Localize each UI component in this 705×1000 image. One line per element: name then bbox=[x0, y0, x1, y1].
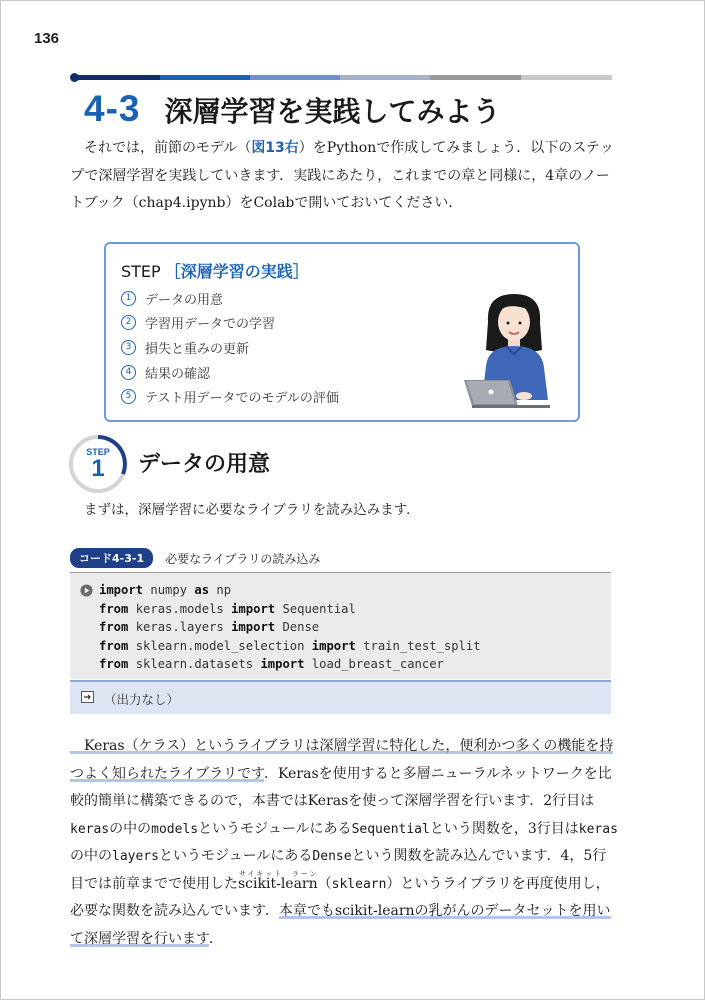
step-list-item bbox=[121, 384, 339, 409]
code-keyword: from bbox=[99, 601, 129, 616]
run-cell-icon bbox=[80, 584, 93, 597]
body-text-5: という関数を，3行目は bbox=[429, 820, 579, 837]
inline-code: sklearn bbox=[331, 876, 387, 892]
step-list-item bbox=[121, 286, 339, 311]
output-cell bbox=[70, 680, 611, 714]
body-text-8: という関数を読み込んでいます．4，5行目では前章までで使用した bbox=[70, 848, 607, 892]
code-text: Sequential bbox=[275, 601, 356, 616]
inline-code: keras bbox=[70, 821, 110, 837]
rule-segment-6 bbox=[521, 75, 612, 80]
code-keyword: import bbox=[311, 638, 356, 653]
step-box-title bbox=[121, 259, 309, 282]
step-number-badge: 2 bbox=[121, 315, 136, 330]
section-number: 4-3 bbox=[84, 88, 141, 129]
step-number-badge: 1 bbox=[121, 291, 136, 306]
code-label: コード4-3-1 bbox=[70, 548, 153, 568]
rule-segment-5 bbox=[430, 75, 521, 80]
code-keyword: from bbox=[99, 638, 129, 653]
step-list-label: データの用意 bbox=[145, 292, 224, 308]
step-list bbox=[121, 286, 339, 409]
output-text: （出力なし） bbox=[104, 692, 180, 707]
code-text: Dense bbox=[275, 620, 320, 634]
code-text: train_test_split bbox=[355, 638, 481, 653]
highlighted-sentence: 本章でもscikit-learnの乳がんのデータセットを用いて深層学習を行います bbox=[70, 903, 611, 947]
code-line bbox=[99, 655, 481, 674]
ruby-reading: サイキット ラーン bbox=[238, 869, 318, 878]
section-title: 深層学習を実践してみよう bbox=[164, 95, 501, 128]
code-text: load_breast_cancer bbox=[304, 657, 444, 671]
rule-dot bbox=[70, 73, 79, 82]
body-text-4: というモジュールにある bbox=[198, 820, 352, 837]
body-text-6: の中の bbox=[70, 848, 112, 864]
code-keyword: import bbox=[260, 657, 305, 671]
step-list-item bbox=[121, 311, 339, 336]
section-heading bbox=[84, 88, 501, 132]
body-text-3: の中の bbox=[109, 820, 152, 837]
highlighted-sentence: Keras（ケラス）というライブラリは深層学習に特化した，便利かつ多くの機能を持つよく知られたライブラリです bbox=[70, 738, 614, 782]
code-caption bbox=[70, 549, 320, 567]
code-keyword: as bbox=[194, 583, 210, 597]
person-with-laptop-icon bbox=[458, 288, 570, 412]
step-list-item bbox=[121, 360, 339, 385]
step1-description: まずは，深層学習に必要なライブラリを読み込みます． bbox=[84, 502, 420, 518]
code-keyword: from bbox=[99, 620, 129, 634]
rule-segment-2 bbox=[160, 75, 250, 80]
step-list-label: 学習用データでの学習 bbox=[145, 317, 276, 333]
body-text-9: （ bbox=[317, 875, 332, 892]
step-number-badge: 3 bbox=[121, 340, 136, 355]
code-keyword: import bbox=[231, 601, 276, 616]
code-text: keras.layers bbox=[128, 620, 232, 634]
code-keyword: import bbox=[99, 583, 144, 597]
step-list-label: 損失と重みの更新 bbox=[145, 341, 250, 357]
page-number: 136 bbox=[34, 30, 60, 47]
ruby-base: scikit-learn bbox=[238, 875, 318, 892]
step1-label: STEP bbox=[86, 447, 110, 457]
inline-code: models bbox=[151, 821, 199, 837]
rule-segment-4 bbox=[340, 75, 430, 80]
step-number-badge: 4 bbox=[121, 365, 136, 380]
inline-code: Dense bbox=[312, 849, 352, 864]
step-box-subtitle: ［深層学習の実践］ bbox=[164, 262, 309, 281]
inline-code: layers bbox=[112, 849, 159, 864]
body-text-2: ．Kerasを使用すると多層ニューラルネットワークを比較的簡単に構築できるので，本書ではKerasを使って深層学習を行います．2行目は bbox=[70, 765, 612, 809]
code-text: sklearn.datasets bbox=[128, 657, 261, 671]
code-line bbox=[99, 600, 481, 619]
step-list-item bbox=[121, 335, 339, 360]
step-list-label: 結果の確認 bbox=[145, 366, 211, 382]
body-text-7: というモジュールにある bbox=[158, 848, 313, 864]
step1-badge bbox=[68, 434, 128, 494]
code-line bbox=[99, 581, 481, 600]
code-text: np bbox=[209, 583, 232, 597]
code-keyword: import bbox=[231, 620, 276, 634]
step1-title: データの用意 bbox=[138, 452, 271, 477]
intro-text-1: それでは，前節のモデル（ bbox=[84, 140, 252, 156]
code-text: numpy bbox=[143, 583, 195, 597]
rule-segment-3 bbox=[250, 75, 340, 80]
code-cell bbox=[70, 572, 611, 679]
rule-segment-1 bbox=[74, 75, 160, 80]
step-list-label: テスト用データでのモデルの評価 bbox=[145, 391, 339, 407]
ruby-term bbox=[238, 869, 318, 892]
inline-code: keras bbox=[578, 821, 618, 837]
code-lines bbox=[99, 581, 481, 674]
code-keyword: from bbox=[99, 657, 129, 671]
code-line bbox=[99, 618, 481, 637]
code-caption-text: 必要なライブラリの読み込み bbox=[165, 551, 321, 566]
code-text: keras.models bbox=[128, 601, 232, 616]
inline-code: Sequential bbox=[351, 821, 430, 837]
section-top-rule bbox=[70, 74, 612, 81]
step-number-badge: 5 bbox=[121, 389, 136, 404]
step1-number: 1 bbox=[91, 455, 105, 482]
code-line bbox=[99, 637, 481, 656]
step-overview-box bbox=[104, 242, 580, 422]
body-text-12: ． bbox=[208, 930, 223, 947]
body-text-10: ）というライブラリを再度使用し，必要な関数を読み込んでいます． bbox=[70, 875, 610, 919]
figure-reference: 図13右 bbox=[251, 140, 299, 156]
code-text: sklearn.model_selection bbox=[128, 638, 312, 653]
output-arrow-icon bbox=[81, 691, 94, 703]
main-paragraph bbox=[70, 733, 618, 953]
intro-text-2: ）をPythonで作成してみましょう．以下のステップで深層学習を実践していきます．実践にあたり，これまでの章と同様に，4章のノートブック（chap4.ipynb）をColabで開いておいてください． bbox=[70, 140, 614, 211]
intro-paragraph bbox=[70, 135, 618, 218]
step-box-title-word: STEP bbox=[121, 262, 161, 281]
